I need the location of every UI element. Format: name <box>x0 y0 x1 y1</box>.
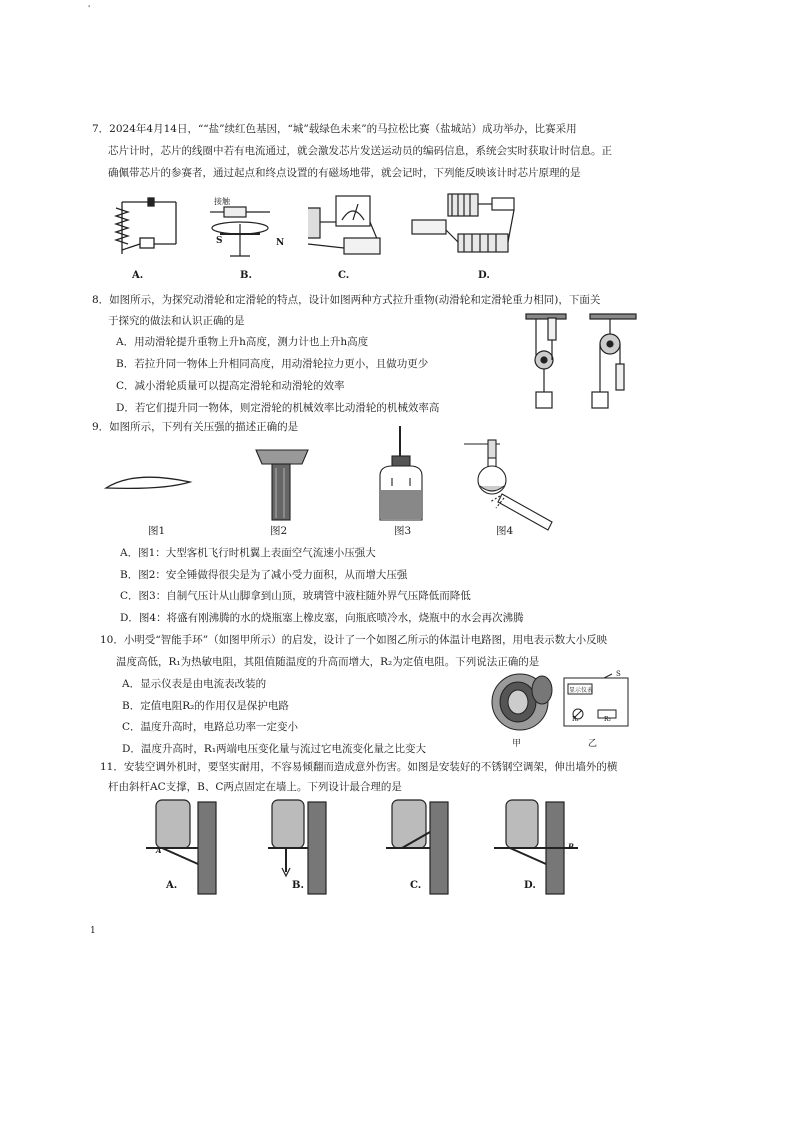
q11-option-b-label: B. <box>292 880 304 891</box>
q9-option-c: C．图3：自制气压计从山脚拿到山顶，玻璃管中液柱随外界气压降低而降低 <box>120 590 471 602</box>
q9-line: 9．如图所示，下列有关压强的描述正确的是 <box>92 421 299 433</box>
q9-caption-1: 图1 <box>148 525 166 537</box>
q9-option-d: D．图4：将盛有刚沸腾的水的烧瓶塞上橡皮塞，向瓶底喷冷水，烧瓶中的水会再次沸腾 <box>120 612 524 624</box>
q10-fig-label-jia: 甲 <box>512 739 522 749</box>
q11-option-d-label: D. <box>524 880 536 891</box>
q8-option-d: D．若它们提升同一物体，则定滑轮的机械效率比动滑轮的机械效率高 <box>116 402 440 414</box>
q9-option-a: A．图1：大型客机飞行时机翼上表面空气流速小压强大 <box>120 547 376 559</box>
q10-option-d: D．温度升高时，R₁两端电压变化量与流过它电流变化量之比变大 <box>122 743 427 755</box>
q8-line-1: 8．如图所示，为探究动滑轮和定滑轮的特点，设计如图两种方式拉升重物(动滑轮和定滑轮重力相同)，下面关 <box>92 294 601 306</box>
q8-option-a: A．用动滑轮提升重物上升h高度，测力计也上升h高度 <box>116 336 369 348</box>
q9-figure-3-barometer <box>374 424 430 522</box>
q11-option-a-label: A. <box>166 880 178 891</box>
q9-caption-3: 图3 <box>394 525 412 537</box>
q7-option-b-label: B. <box>240 270 252 281</box>
corner-mark: ' <box>88 4 91 13</box>
q8-option-b: B．若拉升同一物体上升相同高度，用动滑轮拉力更小，且做功更少 <box>116 358 429 370</box>
q7-fig-b-n: N <box>276 238 285 248</box>
q9-figure-2-hammer <box>252 440 312 522</box>
q7-figure-c <box>300 192 390 264</box>
q9-caption-2: 图2 <box>270 525 288 537</box>
q9-figure-1-wing <box>104 468 194 498</box>
q10-line-1: 10．小明受“智能手环”（如图甲所示）的启发，设计了一个如图乙所示的体温计电路图，用电表示数大小反映 <box>100 634 608 646</box>
q11-figure-a <box>142 796 222 896</box>
q10-fig-label-yi: 乙 <box>588 739 598 749</box>
q7-figure-b <box>206 194 286 264</box>
q7-line-3: 确佩带芯片的参赛者，通过起点和终点设置的有磁场地带，就会记时，下列能反映该计时芯片原理的是 <box>108 167 581 179</box>
q8-option-c: C．减小滑轮质量可以提高定滑轮和动滑轮的效率 <box>116 380 345 392</box>
q7-option-c-label: C. <box>338 270 350 281</box>
q10-circuit-meter-label: 显示仪表 <box>569 687 594 694</box>
q9-figure-4-flask <box>460 440 560 536</box>
q7-figure-a <box>110 194 180 264</box>
q9-caption-4: 图4 <box>496 525 514 537</box>
q8-pulley-figure <box>518 312 648 412</box>
q7-option-d-label: D. <box>478 270 490 281</box>
q10-circuit-r1-label: R₁ <box>572 716 579 723</box>
q11-d-point-b: B <box>568 842 574 851</box>
q10-circuit-diagram <box>560 674 632 730</box>
q10-option-a: A．显示仪表是由电流表改装的 <box>122 678 267 690</box>
q11-figure-c <box>382 796 462 896</box>
q10-circuit-r2-label: R₂ <box>604 716 611 723</box>
q10-option-c: C．温度升高时，电路总功率一定变小 <box>122 721 299 733</box>
q7-option-a-label: A. <box>132 270 144 281</box>
q10-line-2: 温度高低，R₁为热敏电阻，其阻值随温度的升高而增大，R₂为定值电阻。下列说法正确的是 <box>116 656 540 668</box>
q7-line-2: 芯片计时，芯片的线圈中若有电流通过，就会激发芯片发送运动员的编码信息，系统会实时获取计时信息。正 <box>108 145 612 157</box>
q9-option-b: B．图2：安全锤做得很尖是为了减小受力面积，从而增大压强 <box>120 569 408 581</box>
q7-line-1: 7．2024年4月14日，““盐”续红色基因，“城”载绿色未来”的马拉松比赛（盐城站）成功举办，比赛采用 <box>92 123 577 135</box>
q11-line-2: 杆由斜杆AC支撑，B、C两点固定在墙上。下列设计最合理的是 <box>108 781 402 793</box>
q11-line-1: 11．安装空调外机时，要坚实耐用，不容易倾翻而造成意外伤害。如图是安装好的不锈钢空调架，伸出墙外的横 <box>100 761 618 773</box>
q11-option-c-label: C. <box>410 880 422 891</box>
q11-a-point-a: A <box>156 846 162 855</box>
q10-smart-band-image <box>488 668 558 734</box>
q8-line-2: 于探究的做法和认识正确的是 <box>108 315 245 327</box>
q7-fig-b-s: S <box>216 236 223 246</box>
q10-circuit-switch-label: S <box>616 670 621 678</box>
q10-option-b: B．定值电阻R₂的作用仅是保护电路 <box>122 700 289 712</box>
q7-figure-d <box>408 190 518 262</box>
page-number: 1 <box>90 926 96 936</box>
q7-fig-b-contact: 接触 <box>214 197 230 206</box>
